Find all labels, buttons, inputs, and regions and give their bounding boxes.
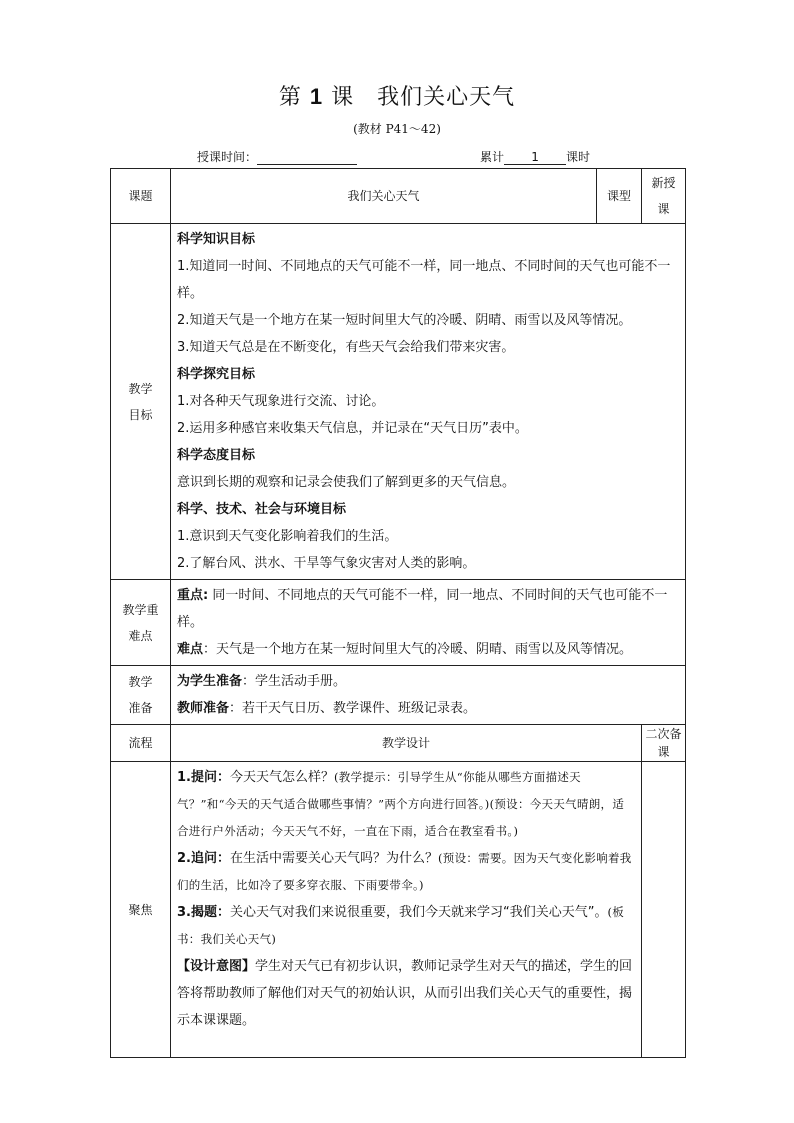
topic-label: 课题 [111,169,171,224]
topic-value: 我们关心天气 [171,169,597,224]
prep-item-text: ：若干天气日历、教学课件、班级记录表。 [229,701,477,716]
flow-header-row [111,725,686,762]
key-points-row [111,580,686,666]
design-step [177,899,635,953]
design-step [177,764,635,845]
design-label: 教学设计 [171,725,642,762]
type-label: 课型 [597,169,642,224]
goal-item: 2.知道天气是一个地方在某一短时间里大气的冷暖、阴晴、雨雪以及风等情况。 [177,313,632,328]
lesson-title: 第 1 课 我们关心天气 [278,84,516,110]
design-step [177,845,635,899]
prep-item-text: ：学生活动手册。 [242,674,347,689]
type-value: 新授课 [642,169,686,224]
goal-item: 2.了解台风、洪水、干旱等气象灾害对人类的影响。 [177,556,476,571]
second-prep-label: 二次备课 [642,725,686,762]
second-prep-cell [642,762,686,1058]
goal-heading: 科学态度目标 [177,448,256,463]
key-point-text: ：天气是一个地方在某一短时间里大气的冷暖、阴晴、雨雪以及风等情况。 [203,642,633,657]
goal-item: 2.运用多种感官来收集天气信息，并记录在“天气日历”表中。 [177,421,528,436]
prep-item [177,668,680,695]
goal-item: 意识到长期的观察和记录会使我们了解到更多的天气信息。 [177,475,516,490]
goal-heading: 科学知识目标 [177,232,256,247]
key-point [177,636,680,663]
design-step-lead: 1.提问： [177,770,230,785]
topic-row [111,169,686,224]
teaching-time-blank [257,151,357,165]
design-step-note: (板书：我们关心天气) [177,905,625,946]
prep-label: 教学准备 [111,666,171,725]
focus-row [111,762,686,1058]
lesson-plan-table [110,168,686,1058]
design-step-lead: 2.追问： [177,851,230,866]
cumulative-hours [480,148,590,165]
key-points-label: 教学重难点 [111,580,171,666]
design-step-text: 学生对天气已有初步认识，教师记录学生对天气的描述，学生的回答将帮助教师了解他们对天气的初始认识，从而引出我们关心天气的重要性，揭示本课课题。 [177,959,633,1028]
key-point-text: 同一时间、不同地点的天气可能不一样，同一地点、不同时间的天气也可能不一样。 [177,588,668,630]
flow-label: 流程 [111,725,171,762]
design-step-text: 在生活中需要关心天气吗？为什么？ [229,851,438,866]
design-step [177,953,635,1034]
prep-content [171,666,686,725]
prep-item-label: 为学生准备 [177,674,243,689]
prep-item [177,695,680,722]
goals-row [111,224,686,580]
teaching-time-label: 授课时间： [197,150,258,164]
textbook-pages: (教材 P41～42) [353,122,441,136]
key-points-content [171,580,686,666]
lesson-number: 1 [309,84,324,109]
design-step-lead: 【设计意图】 [177,959,256,974]
teaching-time [197,148,357,165]
prep-row [111,666,686,725]
stage-label: 聚焦 [111,762,171,1058]
goal-heading: 科学探究目标 [177,367,256,382]
design-step-note: (预设：需要。因为天气变化影响着我们的生活，比如冷了要多穿衣服、下雨要带伞。) [177,851,632,892]
goals-content [171,224,686,580]
design-step-note: (教学提示：引导学生从“你能从哪些方面描述天气？”和“今天的天气适合做哪些事情？”两个方向进行回答。)(预设：今天天气晴朗，适合进行户外活动；今天天气不好，一直在下雨，适合在教室看书。) [177,770,625,838]
key-point [177,582,680,636]
goal-item: 1.对各种天气现象进行交流、讨论。 [177,394,385,409]
cumulative-value: 1 [504,151,566,165]
goal-heading: 科学、技术、社会与环境目标 [177,502,347,517]
prep-item-label: 教师准备 [177,701,230,716]
key-point-label: 重点: [177,588,209,603]
goal-item: 1.意识到天气变化影响着我们的生活。 [177,529,398,544]
design-content [171,762,642,1058]
design-step-lead: 3.揭题： [177,905,230,920]
design-step-text: 今天天气怎么样？ [229,770,334,785]
design-step-text: 关心天气对我们来说很重要，我们今天就来学习“我们关心天气”。 [229,905,608,920]
cumulative-unit: 课时 [566,150,591,164]
cumulative-label: 累计 [480,150,505,164]
goals-label: 教学目标 [111,224,171,580]
goal-item: 3.知道天气总是在不断变化，有些天气会给我们带来灾害。 [177,340,515,355]
key-point-label: 难点 [177,642,204,657]
goal-item: 1.知道同一时间、不同地点的天气可能不一样，同一地点、不同时间的天气也可能不一样。 [177,259,671,301]
